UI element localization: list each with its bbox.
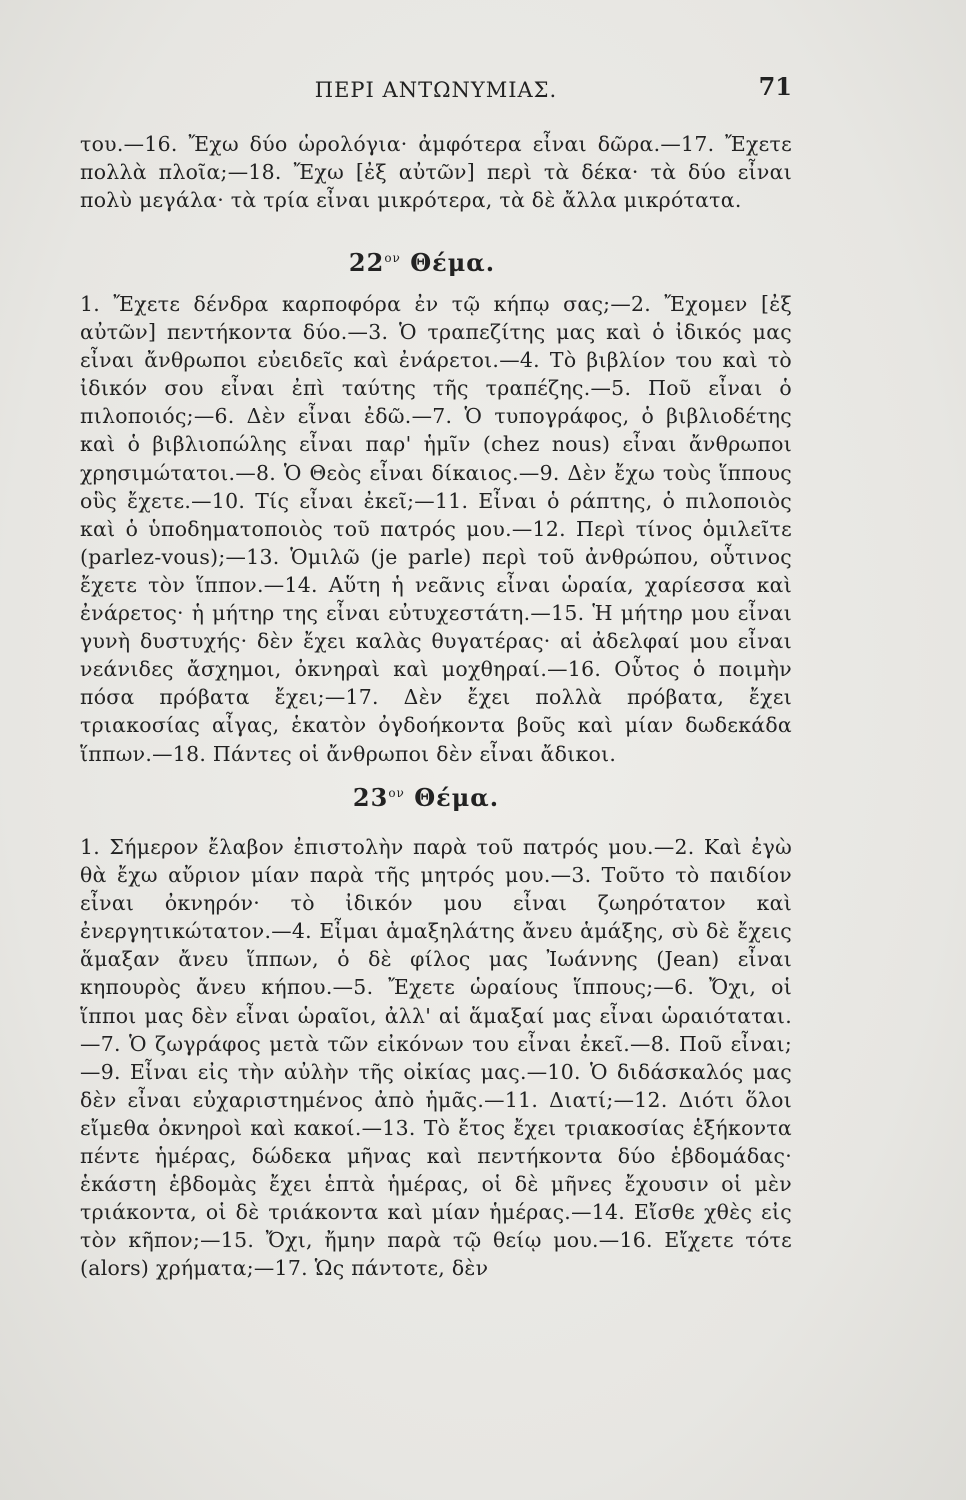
theme-23-paragraph: 1. Σήμερον ἔλαβον ἐπιστολὴν παρὰ τοῦ πατρός μου.—2. Καὶ ἐγὼ θὰ ἔχω αὔριον μίαν παρὰ τῆς μητρός μου.—3. Τοῦτο τὸ παιδίον εἶναι ὀκνηρόν· τὸ ἰδικόν μου εἶναι ζωηρότατον καὶ ἐνεργητικώτατον.—4. Εἶμαι ἁμαξηλάτης ἄνευ ἁμάξης, σὺ δὲ ἔχεις ἅμαξαν ἄνευ ἵππων, ὁ δὲ φίλος μας Ἰωάννης (Jean) εἶναι κηπουρὸς ἄνευ κήπου.—5. Ἔχετε ὡραίους ἵππους;—6. Ὄχι, οἱ ἵπποι μας δὲν εἶναι ὡραῖοι, ἀλλ' αἱ ἅμαξαί μας εἶναι ὡραιόταται.—7. Ὁ ζωγράφος μετὰ τῶν εἰκόνων του εἶναι ἐκεῖ.—8. Ποῦ εἶναι;—9. Εἶναι εἰς τὴν αὐλὴν τῆς οἰκίας μας.—10. Ὁ διδάσκαλός μας δὲν εἶναι εὐχαριστημένος ἀπὸ ἡμᾶς.—11. Διατί;—12. Διότι ὅλοι εἴμεθα ὀκνηροὶ καὶ κακοί.—13. Τὸ ἔτος ἔχει τριακοσίας ἑξήκοντα πέντε ἡμέρας, δώδεκα μῆνας καὶ πεντήκοντα δύο ἑβδομάδας· ἑκάστη ἑβδομὰς ἔχει ἑπτὰ ἡμέρας, οἱ δὲ μῆνες ἔχουσιν οἱ μὲν τριάκοντα, οἱ δὲ τριάκοντα καὶ μίαν ἡμέρας.—14. Εἴσθε χθὲς εἰς τὸν κῆπον;—15. Ὄχι, ἤμην παρὰ τῷ θείῳ μου.—16. Εἴχετε τότε (alors) χρήματα;—17. Ὡς πάντοτε, δὲν <box>80 835 792 1281</box>
running-head: ΠΕΡΙ ΑΝΤΩΝΥΜΙΑΣ. <box>314 78 558 102</box>
theme-23-number: 23 <box>352 783 389 812</box>
page-number: 71 <box>758 72 792 101</box>
theme-22-paragraph: 1. Ἔχετε δένδρα καρποφόρα ἐν τῷ κήπῳ σας;—2. Ἔχομεν [ἐξ αὐτῶν] πεντήκοντα δύο.—3. Ὁ τραπεζίτης μας καὶ ὁ ἰδικός μας εἶναι ἄνθρωποι εὐειδεῖς καὶ ἐνάρετοι.—4. Τὸ βιβλίον του καὶ τὸ ἰδικόν σου εἶναι ἐπὶ ταύτης τῆς τραπέζης.—5. Ποῦ εἶναι ὁ πιλοποιός;—6. Δὲν εἶναι ἐδῶ.—7. Ὁ τυπογράφος, ὁ βιβλιοδέτης καὶ ὁ βιβλιοπώλης εἶναι παρ' ἡμῖν (chez nous) εἶναι ἄνθρωποι χρησιμώτατοι.—8. Ὁ Θεὸς εἶναι δίκαιος.—9. Δὲν ἔχω τοὺς ἵππους οὓς ἔχετε.—10. Τίς εἶναι ἐκεῖ;—11. Εἶναι ὁ ράπτης, ὁ πιλοποιὸς καὶ ὁ ὑποδηματοποιὸς τοῦ πατρός μου.—12. Περὶ τίνος ὁμιλεῖτε (parlez-vous);—13. Ὁμιλῶ (je parle) περὶ τοῦ ἀνθρώπου, οὗτινος ἔχετε τὸν ἵππον.—14. Αὕτη ἡ νεᾶνις εἶναι ὡραία, χαρίεσσα καὶ ἐνάρετος· ἡ μήτηρ της εἶναι εὐτυχεστάτη.—15. Ἡ μήτηρ μου εἶναι γυνὴ δυστυχής· δὲν ἔχει καλὰς θυγατέρας· αἱ ἀδελφαί μου εἶναι νεάνιδες ἄσχημοι, ὀκνηραὶ καὶ μοχθηραί.—16. Οὗτος ὁ ποιμὴν πόσα πρόβατα ἔχει;—17. Δὲν ἔχει πολλὰ πρόβατα, ἔχει τριακοσίας αἶγας, ἑκατὸν ὀγδοήκοντα βοῦς καὶ μίαν δωδεκάδα ἵππων.—18. Πάντες οἱ ἄνθρωποι δὲν εἶναι ἄδικοι. <box>80 292 792 766</box>
continuation-block <box>80 130 792 214</box>
theme-23-heading <box>70 783 782 812</box>
page-header <box>80 72 792 112</box>
theme-22-heading <box>66 248 778 277</box>
theme-23-word: Θέμα. <box>414 783 500 812</box>
continuation-paragraph: του.—16. Ἔχω δύο ὡρολόγια· ἀμφότερα εἶναι δῶρα.—17. Ἔχετε πολλὰ πλοῖα;—18. Ἔχω [ἐξ αὐτῶν] περὶ τὰ δέκα· τὰ δύο εἶναι πολὺ μεγάλα· τὰ τρία εἶναι μικρότερα, τὰ δὲ ἄλλα μικρότατα. <box>80 132 792 213</box>
theme-22-number: 22 <box>348 248 385 277</box>
theme-22-ordinal: ον <box>384 251 401 265</box>
theme-23-block <box>80 833 792 1283</box>
theme-23-ordinal: ον <box>388 786 405 800</box>
theme-22-block <box>80 290 792 768</box>
theme-22-word: Θέμα. <box>410 248 496 277</box>
